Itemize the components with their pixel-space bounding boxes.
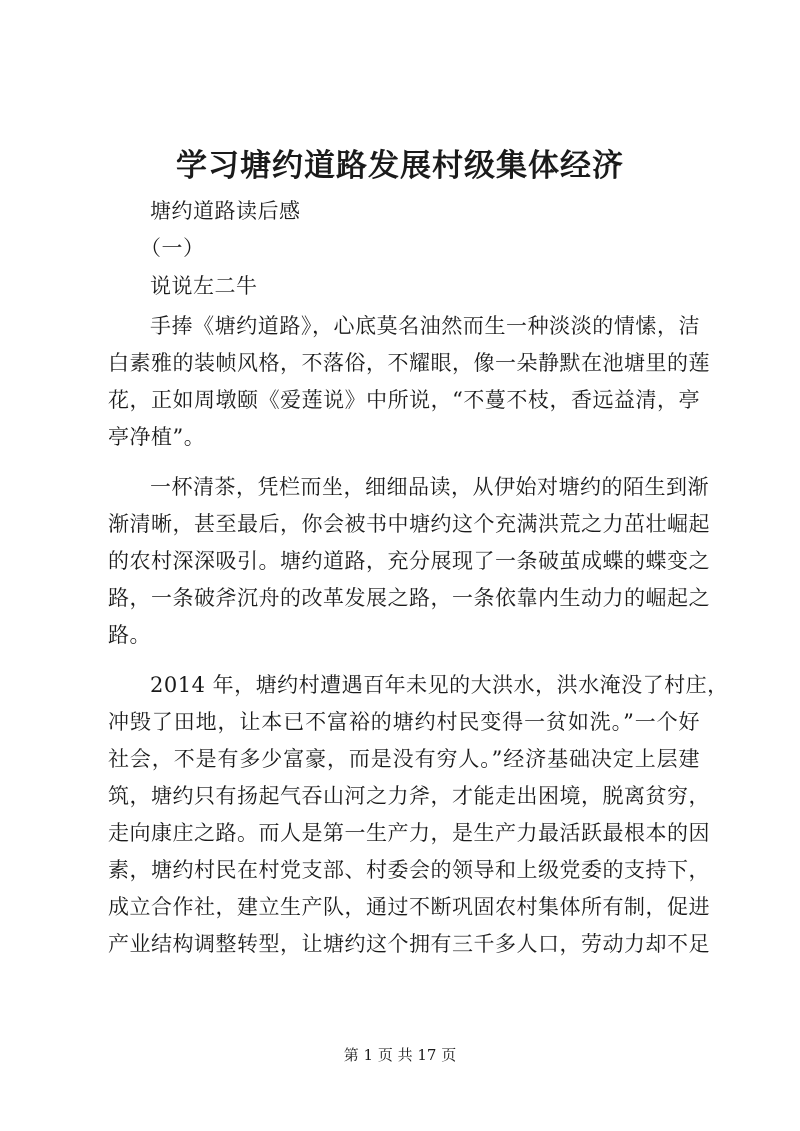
- paragraph-3-line: 产业结构调整转型，让塘约这个拥有三千多人口，劳动力却不足: [108, 932, 710, 956]
- paragraph-3-line: 素，塘约村民在村党支部、村委会的领导和上级党委的支持下，: [108, 858, 710, 882]
- paragraph-2-line: 渐清晰，甚至最后，你会被书中塘约这个充满洪荒之力茁壮崛起: [108, 512, 710, 536]
- section-number: （一）: [140, 236, 205, 260]
- paragraph-1-line: 手捧《塘约道路》，心底莫名油然而生一种淡淡的情愫，洁: [150, 314, 700, 338]
- paragraph-3-line: 冲毁了田地，让本已不富裕的塘约村民变得一贫如洗。”一个好: [108, 710, 700, 734]
- paragraph-3-line: 筑，塘约只有扬起气吞山河之力斧，才能走出困境，脱离贫穷，: [108, 784, 710, 808]
- document-title: 学习塘约道路发展村级集体经济: [176, 148, 624, 184]
- paragraph-1-line: 亭净植”。: [108, 425, 206, 449]
- paragraph-3-line: 成立合作社，建立生产队，通过不断巩固农村集体所有制，促进: [108, 895, 710, 919]
- paragraph-2-line: 一杯清茶，凭栏而坐，细细品读，从伊始对塘约的陌生到渐: [150, 475, 709, 499]
- paragraph-2-line: 路，一条破斧沉舟的改革发展之路，一条依靠内生动力的崛起之: [108, 586, 710, 610]
- paragraph-3-line: 社会，不是有多少富豪，而是没有穷人。”经济基础决定上层建: [108, 747, 700, 771]
- paragraph-2-line: 的农村深深吸引。塘约道路，充分展现了一条破茧成蝶的蝶变之: [108, 549, 710, 573]
- subtitle: 塘约道路读后感: [150, 199, 301, 223]
- paragraph-1-line: 白素雅的装帧风格，不落俗，不耀眼，像一朵静默在池塘里的莲: [108, 351, 710, 375]
- paragraph-3-line: 走向康庄之路。而人是第一生产力，是生产力最活跃最根本的因: [108, 821, 710, 845]
- paragraph-1-line: 花，正如周墩颐《爱莲说》中所说，“不蔓不枝，香远益清，亭: [108, 388, 700, 412]
- paragraph-3-line: 2014 年，塘约村遭遇百年未见的大洪水，洪水淹没了村庄，: [150, 673, 729, 697]
- page-footer: 第 1 页 共 17 页: [343, 1046, 457, 1064]
- section-heading: 说说左二牛: [150, 274, 258, 298]
- paragraph-2-line: 路。: [108, 623, 151, 647]
